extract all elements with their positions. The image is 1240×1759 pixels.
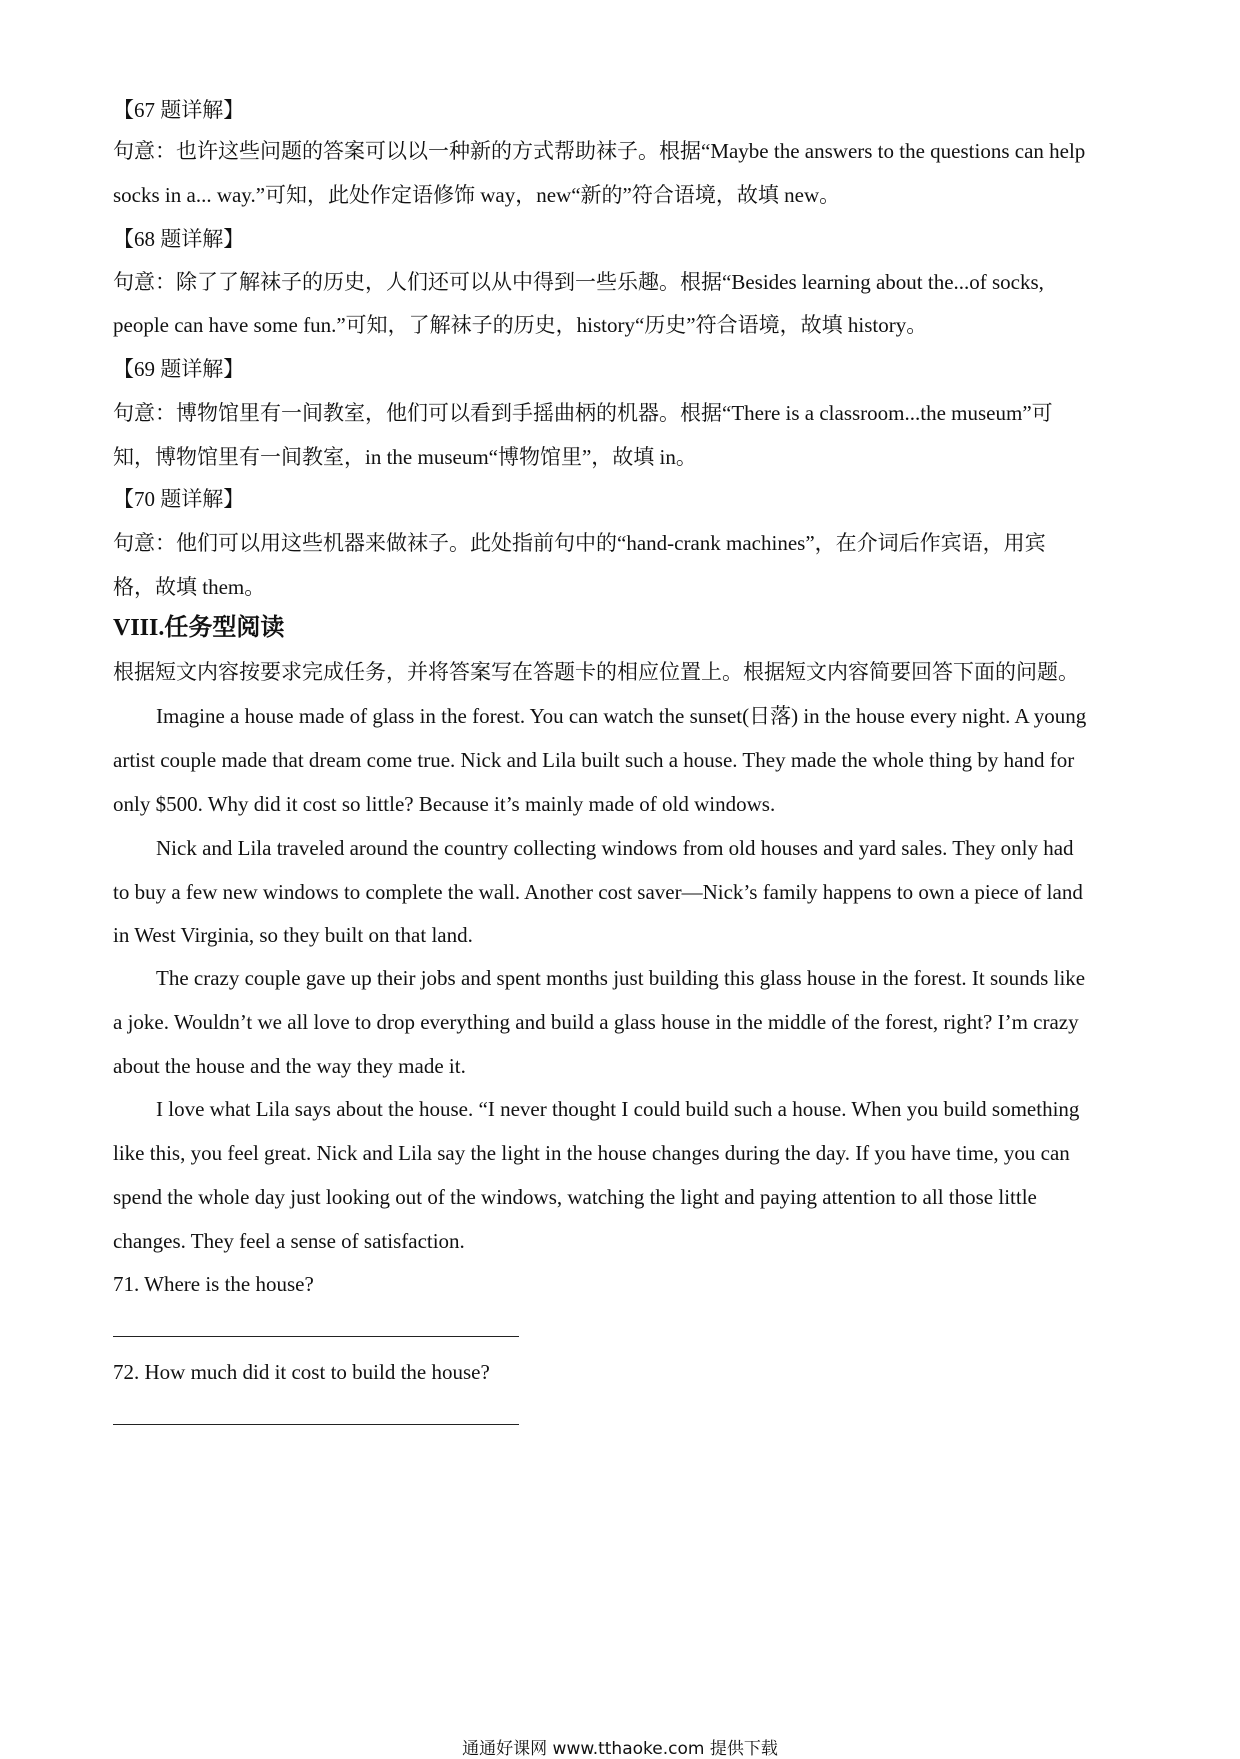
passage-p3-line-2: a joke. Wouldn’t we all love to drop everything and build a glass house in the middle of the forest, right? I’m crazy — [113, 1010, 1079, 1034]
passage-p4-line-3: spend the whole day just looking out of the windows, watching the light and paying attention to all those little — [113, 1185, 1037, 1209]
passage-p2-line-2: to buy a few new windows to complete the wall. Another cost saver—Nick’s family happens to own a piece of land — [113, 880, 1083, 904]
q68-heading: 【68 题详解】 — [113, 227, 245, 251]
q70-heading: 【70 题详解】 — [113, 487, 245, 511]
passage-p1-line-3: only $500. Why did it cost so little? Because it’s mainly made of old windows. — [113, 792, 776, 816]
passage-p3-line-1: The crazy couple gave up their jobs and spent months just building this glass house in the forest. It sounds like — [156, 966, 1086, 990]
q69-explanation-line-1: 句意：博物馆里有一间教室，他们可以看到手摇曲柄的机器。根据“There is a classroom...the museum”可 — [113, 401, 1053, 425]
passage-p4-line-4: changes. They feel a sense of satisfaction. — [113, 1229, 465, 1253]
q68-explanation-line-1: 句意：除了了解袜子的历史，人们还可以从中得到一些乐趣。根据“Besides learning about the...of socks, — [113, 270, 1044, 294]
answer-line-71 — [113, 1336, 519, 1337]
passage-p4-line-2: like this, you feel great. Nick and Lila say the light in the house changes during the day. If you have time, you can — [113, 1141, 1070, 1165]
q69-explanation-line-2: 知，博物馆里有一间教室，in the museum“博物馆里”，故填 in。 — [113, 445, 697, 469]
passage-p1-line-2: artist couple made that dream come true. Nick and Lila built such a house. They made the whole thing by hand for — [113, 748, 1075, 772]
section-instruction: 根据短文内容按要求完成任务，并将答案写在答题卡的相应位置上。根据短文内容简要回答下面的问题。 — [113, 660, 1079, 684]
q67-heading: 【67 题详解】 — [113, 98, 245, 122]
passage-p2-line-1: Nick and Lila traveled around the country collecting windows from old houses and yard sales. They only had — [156, 836, 1074, 860]
q67-explanation-line-1: 句意：也许这些问题的答案可以以一种新的方式帮助袜子。根据“Maybe the answers to the questions can help — [113, 139, 1086, 163]
q68-explanation-line-2: people can have some fun.”可知，了解袜子的历史，history“历史”符合语境，故填 history。 — [113, 313, 928, 337]
passage-p1-line-1: Imagine a house made of glass in the forest. You can watch the sunset(日落) in the house every night. A young — [156, 704, 1087, 728]
page-footer: 通通好课网 www.tthaoke.com 提供下载 — [462, 1739, 778, 1759]
q70-explanation-line-1: 句意：他们可以用这些机器来做袜子。此处指前句中的“hand-crank machines”，在介词后作宾语，用宾 — [113, 531, 1046, 555]
q67-explanation-line-2: socks in a... way.”可知，此处作定语修饰 way，new“新的”符合语境，故填 new。 — [113, 183, 841, 207]
section-title: VIII.任务型阅读 — [113, 615, 285, 641]
q70-explanation-line-2: 格，故填 them。 — [113, 575, 266, 599]
q69-heading: 【69 题详解】 — [113, 357, 245, 381]
question-72: 72. How much did it cost to build the house? — [113, 1360, 490, 1384]
answer-line-72 — [113, 1424, 519, 1425]
passage-p4-line-1: I love what Lila says about the house. “I never thought I could build such a house. When you build something — [156, 1097, 1080, 1121]
question-71: 71. Where is the house? — [113, 1272, 314, 1296]
passage-p2-line-3: in West Virginia, so they built on that land. — [113, 923, 473, 947]
passage-p3-line-3: about the house and the way they made it. — [113, 1054, 466, 1078]
